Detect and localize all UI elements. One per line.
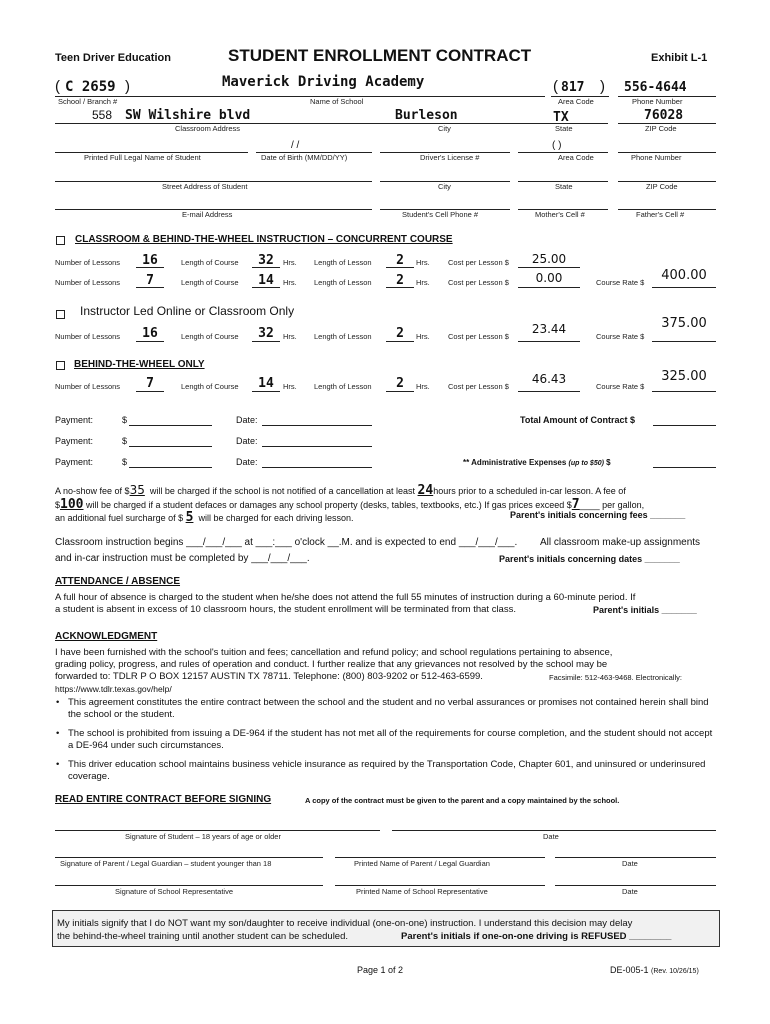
s1-r1-cost[interactable]: 25.00 bbox=[531, 252, 567, 266]
student-date-line[interactable] bbox=[392, 830, 716, 831]
s1-r2-lessons[interactable]: 7 bbox=[146, 273, 154, 288]
bullet-3: • This driver education school maintains business vehicle insurance as required by the Transportation Code, Chapter 601, and uninsured or underinsured coverage. bbox=[56, 759, 706, 782]
bullet-icon: • bbox=[56, 759, 60, 770]
payment-1-amount[interactable] bbox=[129, 425, 212, 426]
page-number: Page 1 of 2 bbox=[357, 965, 404, 975]
s1-r2-cost[interactable]: 0.00 bbox=[535, 271, 563, 285]
s3-r1-lessons[interactable]: 7 bbox=[146, 376, 154, 391]
student-signature-line[interactable] bbox=[55, 830, 380, 831]
deface-fee[interactable]: 100 bbox=[60, 497, 84, 512]
online-classroom-checkbox[interactable] bbox=[56, 310, 65, 319]
s2-r1-cost[interactable]: 23.44 bbox=[531, 322, 567, 336]
course-length-label: Length of Course bbox=[181, 258, 239, 267]
revision-date: (Rev. 10/26/15) bbox=[651, 968, 699, 975]
noshow-fee[interactable]: 35 bbox=[129, 483, 145, 497]
school-state[interactable]: TX bbox=[553, 110, 569, 125]
student-state-label: State bbox=[555, 182, 573, 191]
section3-title: BEHIND-THE-WHEEL ONLY bbox=[74, 359, 205, 370]
admin-note: (up to $50) bbox=[568, 460, 604, 467]
school-name[interactable]: Maverick Driving Academy bbox=[222, 74, 425, 90]
payment-label-1: Payment: bbox=[55, 415, 94, 425]
student-signature-label: Signature of Student – 18 years of age or older bbox=[125, 832, 281, 841]
school-name-label: Name of School bbox=[310, 97, 364, 106]
area-paren-open: ( bbox=[553, 78, 558, 95]
lesson-length-label: Length of Lesson bbox=[314, 332, 372, 341]
gas-threshold[interactable]: 7 bbox=[571, 497, 580, 512]
tdlr-link[interactable]: https://www.tdlr.texas.gov/help/ bbox=[55, 684, 172, 694]
date-label-2: Date: bbox=[236, 436, 258, 446]
branch-paren-open: ( bbox=[55, 78, 60, 95]
notice-line-1: My initials signify that I do NOT want my son/daughter to receive individual (one-on-one) instruction. I understand this decision may delay bbox=[57, 918, 633, 929]
branch-paren-close: ) bbox=[125, 78, 130, 95]
course-rate-label: Course Rate $ bbox=[596, 332, 645, 341]
acknowledgment-title: ACKNOWLEDGMENT bbox=[55, 631, 158, 642]
s1-r2-course-hrs[interactable]: 14 bbox=[258, 273, 274, 288]
ack-line-1: I have been furnished with the school's tuition and fees; cancellation and refund policy; and school regulations pertaining to absence, bbox=[55, 647, 613, 658]
date-label-3: Date: bbox=[236, 457, 258, 467]
lessons-label: Number of Lessons bbox=[55, 382, 121, 391]
mother-label: Mother's Cell # bbox=[535, 210, 585, 219]
hrs-label: Hrs. bbox=[416, 332, 430, 341]
cost-per-lesson-label: Cost per Lesson $ bbox=[448, 332, 509, 341]
course-rate-label: Course Rate $ bbox=[596, 382, 645, 391]
branch-number[interactable]: C 2659 bbox=[65, 79, 116, 95]
s2-r1-course-hrs[interactable]: 32 bbox=[258, 326, 274, 341]
dob-slashes: / / bbox=[291, 140, 300, 151]
cell-label: Student's Cell Phone # bbox=[402, 210, 479, 219]
address-line bbox=[55, 123, 545, 124]
attendance-line-2: a student is absent in excess of 10 classroom hours, the student enrollment will be terminated from that class. bbox=[55, 604, 516, 615]
schedule-complete[interactable]: and in-car instruction must be completed by ___/___/___. bbox=[55, 553, 310, 564]
section1-title: CLASSROOM & BEHIND-THE-WHEEL INSTRUCTION – CONCURRENT COURSE bbox=[75, 234, 453, 245]
s2-r1-lesson-hrs[interactable]: 2 bbox=[396, 326, 404, 341]
hrs-label: Hrs. bbox=[283, 258, 297, 267]
bullet-icon: • bbox=[56, 697, 60, 708]
course-length-label: Length of Course bbox=[181, 332, 239, 341]
s1-r1-lesson-hrs[interactable]: 2 bbox=[396, 253, 404, 268]
area-label: Area Code bbox=[558, 97, 594, 106]
hrs-label: Hrs. bbox=[283, 332, 297, 341]
admin-expenses-label: ** Administrative Expenses (up to $50) $ bbox=[463, 458, 611, 467]
license-label: Driver's License # bbox=[420, 153, 480, 162]
cost-per-lesson-label: Cost per Lesson $ bbox=[448, 258, 509, 267]
parent-date-line[interactable] bbox=[555, 857, 716, 858]
lesson-length-label: Length of Lesson bbox=[314, 382, 372, 391]
s3-r1-lesson-hrs[interactable]: 2 bbox=[396, 376, 404, 391]
lesson-length-label: Length of Lesson bbox=[314, 278, 372, 287]
parent-printed-line[interactable] bbox=[335, 857, 545, 858]
parent-signature-line[interactable] bbox=[55, 857, 323, 858]
student-phone-label: Phone Number bbox=[631, 153, 682, 162]
ack-line-3: forwarded to: TDLR P O BOX 12157 AUSTIN TX 78711. Telephone: (800) 803-9202 or 512-463-6599. bbox=[55, 671, 483, 682]
copy-note: A copy of the contract must be given to the parent and a copy maintained by the school. bbox=[305, 796, 620, 805]
s2-course-rate[interactable]: 375.00 bbox=[661, 316, 707, 331]
fees-line-1: A no-show fee of $35 will be charged if the school is not notified of a cancellation at least 24hours prior to a scheduled in-car lesson. A fee of bbox=[55, 483, 626, 498]
rep-signature-label: Signature of School Representative bbox=[115, 887, 233, 896]
concurrent-course-checkbox[interactable] bbox=[56, 236, 65, 245]
lessons-label: Number of Lessons bbox=[55, 278, 121, 287]
zip-label: ZIP Code bbox=[645, 124, 677, 133]
payment-label-3: Payment: bbox=[55, 457, 94, 467]
address-street[interactable]: SW Wilshire blvd bbox=[125, 108, 251, 123]
dollar-sign: $ bbox=[122, 436, 128, 446]
branch-label: School / Branch # bbox=[58, 97, 118, 106]
student-zip-label: ZIP Code bbox=[646, 182, 678, 191]
makeup-text: All classroom make-up assignments bbox=[540, 537, 701, 548]
s1-r2-lesson-hrs[interactable]: 2 bbox=[396, 273, 404, 288]
total-contract-field[interactable] bbox=[653, 425, 716, 426]
s1-course-rate[interactable]: 400.00 bbox=[661, 268, 707, 283]
student-name-label: Printed Full Legal Name of Student bbox=[84, 153, 201, 162]
parent-printed-label: Printed Name of Parent / Legal Guardian bbox=[354, 859, 490, 868]
exhibit-label: Exhibit L-1 bbox=[651, 52, 708, 64]
payment-2-date[interactable] bbox=[262, 446, 372, 447]
hrs-label: Hrs. bbox=[416, 258, 430, 267]
dollar-sign: $ bbox=[122, 415, 128, 425]
s3-r1-cost[interactable]: 46.43 bbox=[531, 372, 567, 386]
rep-signature-line[interactable] bbox=[55, 885, 323, 886]
one-on-one-initials[interactable]: Parent's initials if one-on-one driving is REFUSED ________ bbox=[401, 931, 672, 942]
payment-3-amount[interactable] bbox=[129, 467, 212, 468]
s3-course-rate[interactable]: 325.00 bbox=[661, 369, 707, 384]
bullet-2: • The school is prohibited from issuing a DE-964 if the student has not met all of the requirements for course completion, and the student should not accept a DE-964 under such circumstances. bbox=[56, 728, 713, 751]
street-label: Street Address of Student bbox=[162, 182, 248, 191]
dates-initials[interactable]: Parent's initials concerning dates _______ bbox=[499, 554, 680, 564]
address-label: Classroom Address bbox=[175, 124, 241, 133]
address-number[interactable]: 558 bbox=[92, 108, 113, 122]
phone-label: Phone Number bbox=[632, 97, 683, 106]
hrs-label: Hrs. bbox=[283, 278, 297, 287]
rep-printed-label: Printed Name of School Representative bbox=[356, 887, 488, 896]
cost-per-lesson-label: Cost per Lesson $ bbox=[448, 278, 509, 287]
lessons-label: Number of Lessons bbox=[55, 258, 121, 267]
rep-date-line[interactable] bbox=[555, 885, 716, 886]
form-number: DE-005-1 (Rev. 10/26/15) bbox=[610, 965, 699, 975]
fuel-surcharge[interactable]: 5 bbox=[185, 510, 194, 525]
student-date-label: Date bbox=[543, 832, 559, 841]
fees-initials[interactable]: Parent's initials concerning fees _______ bbox=[510, 510, 686, 520]
btw-only-checkbox[interactable] bbox=[56, 361, 65, 370]
hrs-label: Hrs. bbox=[416, 278, 430, 287]
rep-date-label: Date bbox=[622, 887, 638, 896]
area-paren-close: ) bbox=[600, 78, 605, 95]
lessons-label: Number of Lessons bbox=[55, 332, 121, 341]
hrs-label: Hrs. bbox=[283, 382, 297, 391]
course-rate-label: Course Rate $ bbox=[596, 278, 645, 287]
admin-expenses-field[interactable] bbox=[653, 467, 716, 468]
course-length-label: Length of Course bbox=[181, 382, 239, 391]
dollar-sign: $ bbox=[122, 457, 128, 467]
date-label-1: Date: bbox=[236, 415, 258, 425]
fees-line-3: an additional fuel surcharge of $ 5 will be charged for each driving lesson. bbox=[55, 510, 354, 525]
s2-r1-lessons[interactable]: 16 bbox=[142, 326, 158, 341]
cost-per-lesson-label: Cost per Lesson $ bbox=[448, 382, 509, 391]
read-contract-title: READ ENTIRE CONTRACT BEFORE SIGNING bbox=[55, 794, 272, 805]
s3-r1-course-hrs[interactable]: 14 bbox=[258, 376, 274, 391]
bullet-icon: • bbox=[56, 728, 60, 739]
school-zip[interactable]: 76028 bbox=[644, 108, 684, 123]
page-title: STUDENT ENROLLMENT CONTRACT bbox=[228, 46, 532, 65]
school-city[interactable]: Burleson bbox=[395, 108, 458, 123]
s1-r1-lessons[interactable]: 16 bbox=[142, 253, 158, 268]
attendance-initials[interactable]: Parent's initials _______ bbox=[593, 605, 697, 615]
payment-3-date[interactable] bbox=[262, 467, 372, 468]
ack-line-2: grading policy, progress, and rules of operation and conduct. I further realize that any grievances not resolved by the school may be bbox=[55, 659, 608, 670]
course-length-label: Length of Course bbox=[181, 278, 239, 287]
lesson-length-label: Length of Lesson bbox=[314, 258, 372, 267]
city-label: City bbox=[438, 124, 451, 133]
parent-date-label: Date bbox=[622, 859, 638, 868]
email-label: E-mail Address bbox=[182, 210, 233, 219]
payment-label-2: Payment: bbox=[55, 436, 94, 446]
cancel-hours[interactable]: 24 bbox=[417, 483, 434, 498]
state-label: State bbox=[555, 124, 573, 133]
schedule-begin[interactable]: Classroom instruction begins ___/___/___ at ___:___ o'clock __.M. and is expected to end ___/___/___. bbox=[55, 537, 518, 548]
student-city-label: City bbox=[438, 182, 451, 191]
attendance-title: ATTENDANCE / ABSENCE bbox=[55, 576, 181, 587]
total-contract-label: Total Amount of Contract $ bbox=[520, 415, 635, 425]
section2-title: Instructor Led Online or Classroom Only bbox=[80, 304, 295, 318]
fees-line-2: $100 will be charged if a student defaces or damages any school property (desks, tables, textbooks, etc.) If gas prices exceed $7____ per gallon, bbox=[55, 497, 645, 512]
rep-printed-line[interactable] bbox=[335, 885, 545, 886]
notice-line-2: the behind-the-wheel training until another student can be scheduled. bbox=[57, 931, 349, 942]
payment-2-amount[interactable] bbox=[129, 446, 212, 447]
school-phone[interactable]: 556-4644 bbox=[624, 80, 687, 95]
school-area-code[interactable]: 817 bbox=[561, 80, 585, 95]
hrs-label: Hrs. bbox=[416, 382, 430, 391]
school-line bbox=[55, 96, 545, 97]
bullet-1: • This agreement constitutes the entire contract between the school and the student and no verbal assurances or promises not contained herein shall bind the school or the student. bbox=[56, 697, 709, 720]
parent-signature-label: Signature of Parent / Legal Guardian – student younger than 18 bbox=[60, 859, 272, 868]
father-label: Father's Cell # bbox=[636, 210, 685, 219]
s1-r1-course-hrs[interactable]: 32 bbox=[258, 253, 274, 268]
attendance-line-1: A full hour of absence is charged to the student when he/she does not attend the full 55 minutes of instruction during a 60-minute period. If bbox=[55, 592, 636, 603]
student-area-paren: ( ) bbox=[552, 140, 562, 151]
header-left: Teen Driver Education bbox=[55, 52, 171, 64]
payment-1-date[interactable] bbox=[262, 425, 372, 426]
ack-line-3b: Facsimile: 512-463-9468. Electronically: bbox=[549, 673, 682, 682]
dob-label: Date of Birth (MM/DD/YY) bbox=[261, 153, 348, 162]
student-area-label: Area Code bbox=[558, 153, 594, 162]
